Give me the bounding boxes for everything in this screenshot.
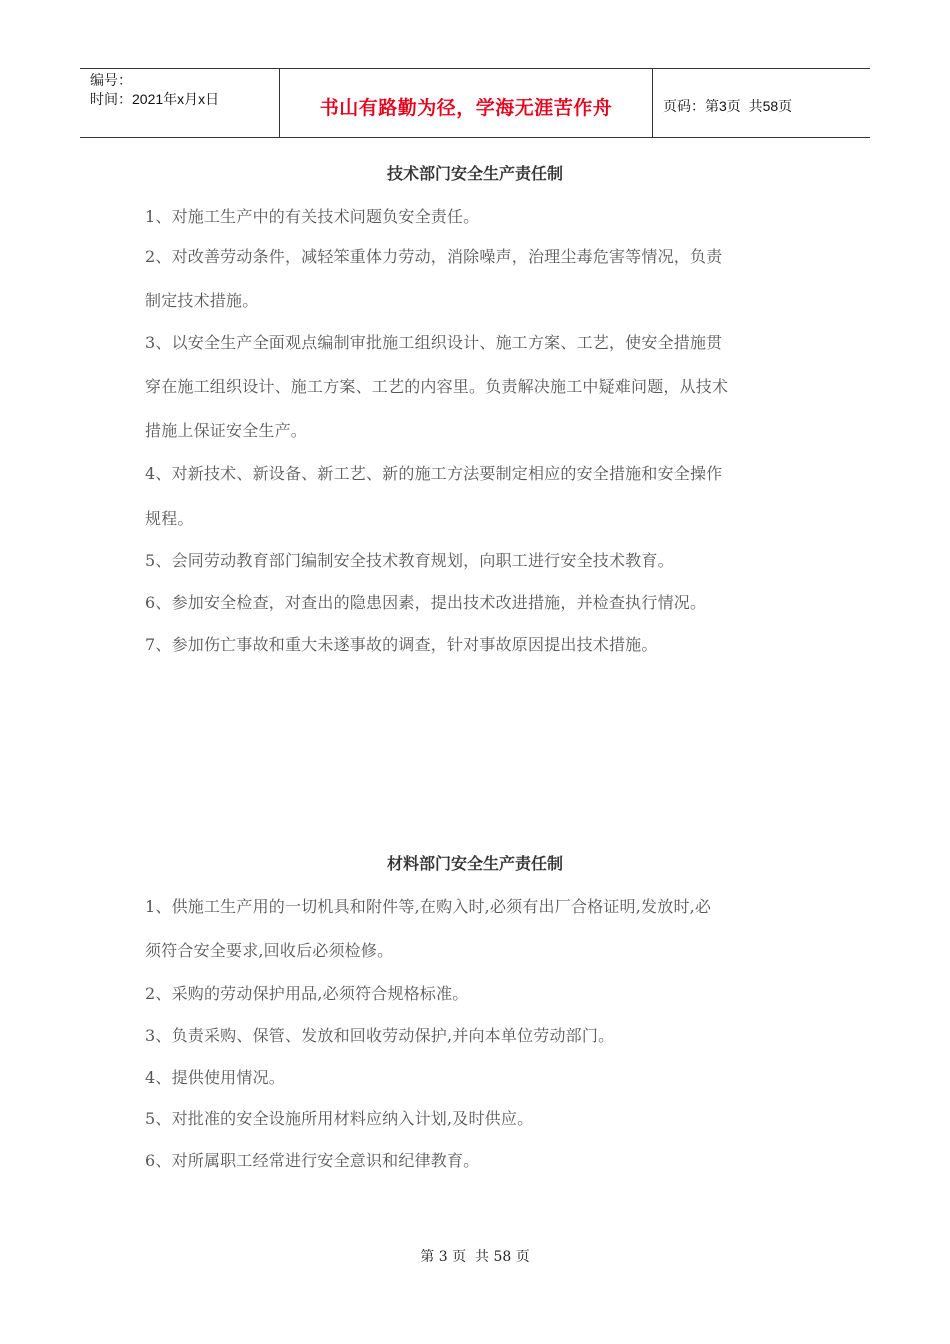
page-footer: 第 3 页 共 58 页 xyxy=(420,1249,530,1265)
header-meta xyxy=(80,69,280,137)
header-motto: 书山有路勤为径，学海无涯苦作舟 xyxy=(280,69,653,137)
time-label: 时间：2021年x月x日 xyxy=(90,91,220,107)
paragraph-line: 6、对所属职工经常进行安全意识和纪律教育。 xyxy=(145,1151,480,1170)
paragraph-line: 4、对新技术、新设备、新工艺、新的施工方法要制定相应的安全措施和安全操作 xyxy=(145,464,723,483)
paragraph-line: 3、负责采购、保管、发放和回收劳动保护,并向本单位劳动部门。 xyxy=(145,1026,615,1045)
paragraph-line: 7、参加伤亡事故和重大未遂事故的调查，针对事故原因提出技术措施。 xyxy=(145,635,658,654)
page-label: 页码：第3页 共58页 xyxy=(663,98,793,114)
paragraph-line: 规程。 xyxy=(145,509,194,528)
paragraph-line: 穿在施工组织设计、施工方案、工艺的内容里。负责解决施工中疑难问题，从技术 xyxy=(145,377,729,396)
paragraph-line: 2、采购的劳动保护用品,必须符合规格标准。 xyxy=(145,984,469,1003)
number-label: 编号： xyxy=(90,72,132,88)
section-title-technical: 技术部门安全生产责任制 xyxy=(386,164,563,183)
paragraph-line: 4、提供使用情况。 xyxy=(145,1068,285,1087)
paragraph-line: 3、以安全生产全面观点编制审批施工组织设计、施工方案、工艺，使安全措施贯 xyxy=(145,333,723,352)
paragraph-line: 制定技术措施。 xyxy=(145,291,259,310)
paragraph-line: 2、对改善劳动条件，减轻笨重体力劳动，消除噪声，治理尘毒危害等情况，负责 xyxy=(145,247,723,266)
paragraph-line: 1、供施工生产用的一切机具和附件等,在购入时,必须有出厂合格证明,发放时,必 xyxy=(145,897,712,916)
paragraph-line: 5、会同劳动教育部门编制安全技术教育规划，向职工进行安全技术教育。 xyxy=(145,551,674,570)
paragraph-line: 须符合安全要求,回收后必须检修。 xyxy=(145,941,394,960)
section-title-materials: 材料部门安全生产责任制 xyxy=(386,854,563,873)
paragraph-line: 6、参加安全检查，对查出的隐患因素，提出技术改进措施，并检查执行情况。 xyxy=(145,593,707,612)
paragraph-line: 1、对施工生产中的有关技术问题负安全责任。 xyxy=(145,207,480,226)
paragraph-line: 5、对批准的安全设施所用材料应纳入计划,及时供应。 xyxy=(145,1109,534,1128)
page-header xyxy=(80,68,870,138)
paragraph-line: 措施上保证安全生产。 xyxy=(145,421,308,440)
header-page-info xyxy=(653,69,870,137)
